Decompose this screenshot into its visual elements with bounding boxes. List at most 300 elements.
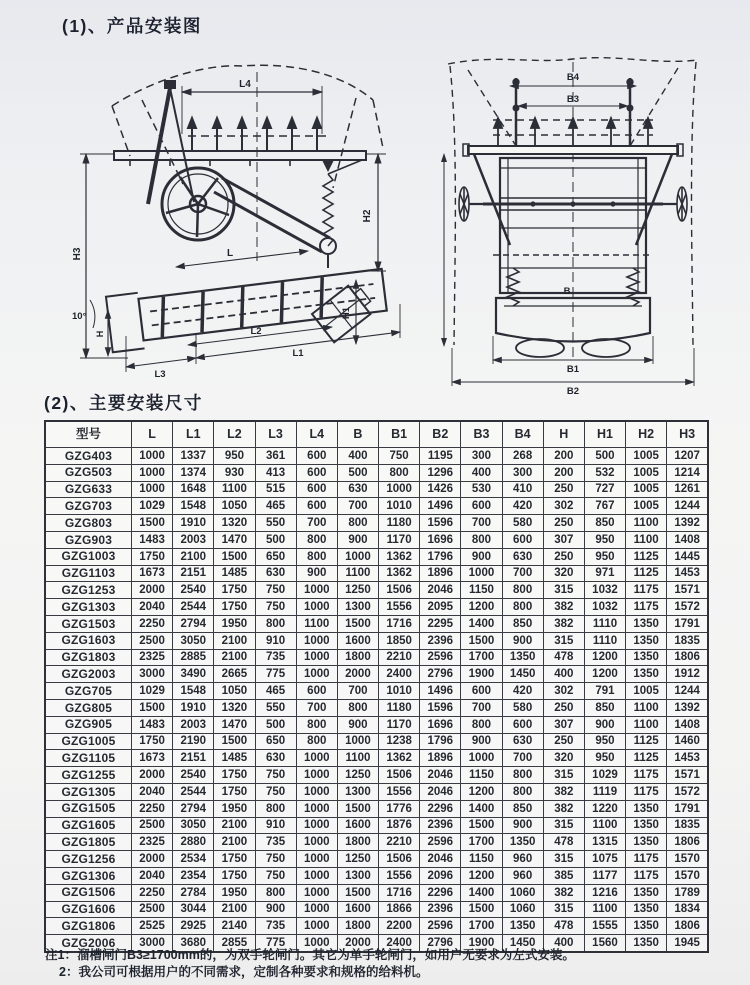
dimension-cell: 2544	[173, 783, 214, 800]
table-row	[45, 582, 708, 599]
dimension-cell: 1010	[379, 683, 420, 700]
dimension-cell: 800	[502, 582, 543, 599]
dim-h2	[362, 154, 386, 271]
dim-l2	[188, 326, 332, 345]
dimension-cell: 1453	[667, 565, 708, 582]
dimension-cell: 1572	[667, 599, 708, 616]
dimension-cell: 735	[255, 834, 296, 851]
dimension-cell: 1850	[379, 632, 420, 649]
dimension-cell: 302	[543, 683, 584, 700]
table-row	[45, 666, 708, 683]
dim-label-angle: 10°	[72, 311, 87, 322]
dimension-cell: 600	[461, 498, 502, 515]
column-header: H	[543, 421, 584, 448]
dimension-cell: 515	[255, 481, 296, 498]
dim-label-h3: H3	[72, 247, 83, 261]
dimension-cell: 1571	[667, 582, 708, 599]
dimension-cell: 1000	[296, 800, 337, 817]
dim-label-l3: L3	[154, 369, 166, 378]
dimension-cell: 1238	[379, 733, 420, 750]
dimension-cell: 302	[543, 498, 584, 515]
dimension-cell: 1216	[584, 884, 625, 901]
dimension-cell: 413	[255, 464, 296, 481]
dimension-cell: 1350	[626, 918, 667, 935]
dimension-cell: 1900	[461, 935, 502, 952]
dimension-cell: 735	[255, 918, 296, 935]
table-row	[45, 531, 708, 548]
dimension-cell: 1572	[667, 783, 708, 800]
dimension-cell: 2296	[420, 884, 461, 901]
dimension-cell: 971	[584, 565, 625, 582]
dimension-cell: 2794	[173, 800, 214, 817]
dimension-cell: 1496	[420, 683, 461, 700]
dimension-cell: 600	[502, 716, 543, 733]
dimension-cell: 500	[255, 531, 296, 548]
dimension-cell: 900	[461, 733, 502, 750]
dimension-cell: 1835	[667, 817, 708, 834]
table-row	[45, 448, 708, 465]
table-row	[45, 548, 708, 565]
dimension-cell: 382	[543, 599, 584, 616]
dimension-cell: 900	[337, 531, 378, 548]
model-cell: GZG403	[45, 448, 132, 465]
dimension-cell: 2000	[337, 666, 378, 683]
dimension-cell: 1548	[173, 683, 214, 700]
table-row	[45, 498, 708, 515]
dimension-cell: 1445	[667, 548, 708, 565]
dimension-cell: 1150	[461, 582, 502, 599]
dimension-cell: 1648	[173, 481, 214, 498]
dimension-cell: 1789	[667, 884, 708, 901]
dimension-cell: 1900	[461, 666, 502, 683]
section2-title: (2)、主要安装尺寸	[44, 393, 203, 413]
dimension-cell: 1200	[461, 599, 502, 616]
dimension-cell: 750	[255, 867, 296, 884]
dimension-cell: 2540	[173, 582, 214, 599]
dimension-cell: 1175	[626, 599, 667, 616]
dimension-cell: 1392	[667, 515, 708, 532]
column-header: H1	[584, 421, 625, 448]
dimension-cell: 361	[255, 448, 296, 465]
dimension-cell: 800	[296, 733, 337, 750]
dimension-cell: 1896	[420, 565, 461, 582]
dimension-cell: 2784	[173, 884, 214, 901]
dimension-cell: 775	[255, 935, 296, 952]
dimension-cell: 800	[337, 699, 378, 716]
dimension-cell: 1029	[132, 498, 173, 515]
dimension-cell: 750	[255, 582, 296, 599]
dimension-cell: 950	[584, 733, 625, 750]
dimension-cell: 2100	[214, 649, 255, 666]
dimension-cell: 1570	[667, 867, 708, 884]
dimension-cell: 250	[543, 733, 584, 750]
dim-label-b1: B1	[566, 364, 580, 375]
dimension-cell: 800	[502, 599, 543, 616]
dimension-cell: 410	[502, 481, 543, 498]
dimension-cell: 1000	[132, 481, 173, 498]
dimension-cell: 382	[543, 783, 584, 800]
column-header: 型号	[45, 421, 132, 448]
table-row	[45, 733, 708, 750]
dimension-cell: 1750	[214, 767, 255, 784]
model-cell: GZG1305	[45, 783, 132, 800]
dimension-cell: 2046	[420, 783, 461, 800]
dimension-cell: 850	[502, 615, 543, 632]
dimension-cell: 900	[502, 632, 543, 649]
dim-h	[95, 310, 108, 356]
dimension-cell: 1750	[132, 733, 173, 750]
column-header: H2	[626, 421, 667, 448]
dimension-cell: 2210	[379, 649, 420, 666]
dimension-cell: 2000	[337, 935, 378, 952]
dimension-cell: 650	[255, 733, 296, 750]
dimension-cell: 1200	[584, 649, 625, 666]
dimension-cell: 478	[543, 649, 584, 666]
dimension-cell: 1000	[296, 666, 337, 683]
dimension-cell: 3000	[132, 935, 173, 952]
dimension-cell: 2500	[132, 901, 173, 918]
dimension-cell: 3050	[173, 817, 214, 834]
dimension-cell: 1200	[461, 783, 502, 800]
dimension-cell: 1170	[379, 531, 420, 548]
dimension-cell: 1125	[626, 750, 667, 767]
dim-label-h1: H1	[341, 306, 352, 320]
dimension-cell: 1570	[667, 851, 708, 868]
model-cell: GZG1603	[45, 632, 132, 649]
dimension-cell: 1000	[296, 750, 337, 767]
table-row	[45, 817, 708, 834]
dimension-cell: 2040	[132, 599, 173, 616]
dimension-cell: 1350	[502, 918, 543, 935]
dimension-cell: 1244	[667, 683, 708, 700]
dimension-cell: 2040	[132, 783, 173, 800]
dimension-cell: 1200	[584, 666, 625, 683]
dimension-cell: 1600	[337, 901, 378, 918]
dimension-cell: 2396	[420, 632, 461, 649]
model-cell: GZG1253	[45, 582, 132, 599]
dimension-cell: 1500	[337, 884, 378, 901]
model-cell: GZG903	[45, 531, 132, 548]
dimension-cell: 3044	[173, 901, 214, 918]
dimension-cell: 2534	[173, 851, 214, 868]
dimension-cell: 1300	[337, 783, 378, 800]
dimension-cell: 1392	[667, 699, 708, 716]
dimension-cell: 1000	[296, 599, 337, 616]
dimension-cell: 1350	[626, 834, 667, 851]
dimension-cell: 2396	[420, 817, 461, 834]
model-cell: GZG1003	[45, 548, 132, 565]
dimension-cell: 1500	[461, 817, 502, 834]
dimension-cell: 1500	[337, 615, 378, 632]
dimension-cell: 700	[296, 515, 337, 532]
dimension-cell: 1000	[296, 867, 337, 884]
dim-label-b: B	[563, 286, 571, 297]
dimension-cell: 1673	[132, 565, 173, 582]
dimension-cell: 1896	[420, 750, 461, 767]
dimension-cell: 1000	[379, 481, 420, 498]
dimension-cell: 2046	[420, 851, 461, 868]
dimension-cell: 1315	[584, 834, 625, 851]
dimension-cell: 600	[502, 531, 543, 548]
dim-l3	[126, 358, 196, 378]
dimensions-table	[44, 420, 709, 953]
dimension-cell: 1000	[296, 834, 337, 851]
section1-title: (1)、产品安装图	[62, 16, 202, 36]
column-header: H3	[667, 421, 708, 448]
dimension-cell: 950	[584, 750, 625, 767]
dimension-cell: 1696	[420, 716, 461, 733]
dimension-cell: 1400	[461, 800, 502, 817]
dimension-cell: 1200	[461, 867, 502, 884]
dimension-cell: 2596	[420, 834, 461, 851]
dimension-cell: 791	[584, 683, 625, 700]
dimension-cell: 1470	[214, 716, 255, 733]
dimension-cell: 1261	[667, 481, 708, 498]
dimension-cell: 1500	[337, 800, 378, 817]
dimension-cell: 1180	[379, 699, 420, 716]
dimension-cell: 400	[337, 448, 378, 465]
dimension-cell: 630	[502, 548, 543, 565]
table-row	[45, 599, 708, 616]
dimension-cell: 1000	[296, 649, 337, 666]
dimension-cell: 900	[337, 716, 378, 733]
dimension-cell: 960	[502, 867, 543, 884]
dimension-cell: 320	[543, 750, 584, 767]
dimension-cell: 1000	[461, 565, 502, 582]
dimension-cell: 1506	[379, 582, 420, 599]
column-header: B4	[502, 421, 543, 448]
dimension-cell: 1175	[626, 582, 667, 599]
model-cell: GZG503	[45, 464, 132, 481]
dimension-cell: 1750	[214, 582, 255, 599]
dimension-cell: 1750	[214, 867, 255, 884]
dimension-cell: 800	[255, 800, 296, 817]
column-header: L2	[214, 421, 255, 448]
mounting-bolts	[494, 118, 652, 146]
dimension-cell: 530	[461, 481, 502, 498]
dimension-cell: 1029	[584, 767, 625, 784]
dimension-cell: 2000	[132, 582, 173, 599]
dimension-cell: 1175	[626, 783, 667, 800]
dimension-cell: 3490	[173, 666, 214, 683]
dimension-cell: 767	[584, 498, 625, 515]
dimension-cell: 930	[214, 464, 255, 481]
dimension-cell: 750	[379, 448, 420, 465]
column-header: L4	[296, 421, 337, 448]
dim-label-b3: B3	[566, 94, 580, 105]
dimension-cell: 400	[543, 935, 584, 952]
dimension-cell: 700	[337, 498, 378, 515]
dimension-cell: 1195	[420, 448, 461, 465]
table-row	[45, 851, 708, 868]
dimension-cell: 1500	[461, 632, 502, 649]
dimension-cell: 1000	[132, 464, 173, 481]
dimension-cell: 1716	[379, 884, 420, 901]
dimension-cell: 1100	[584, 901, 625, 918]
dimension-cell: 1005	[626, 448, 667, 465]
dimension-cell: 850	[502, 800, 543, 817]
dimension-cell: 2544	[173, 599, 214, 616]
dimension-cell: 1506	[379, 767, 420, 784]
dimension-cell: 2040	[132, 867, 173, 884]
dim-label-l1: L1	[292, 348, 304, 359]
dimension-cell: 1300	[337, 867, 378, 884]
dimension-cell: 1750	[214, 783, 255, 800]
hanger-spring	[322, 160, 362, 246]
dimension-cell: 385	[543, 867, 584, 884]
dimension-cell: 1791	[667, 615, 708, 632]
dim-b3	[518, 94, 628, 106]
dimension-cell: 1910	[173, 699, 214, 716]
dimension-cell: 910	[255, 632, 296, 649]
dimension-cell: 320	[543, 565, 584, 582]
dimension-cell: 2540	[173, 767, 214, 784]
dimension-cell: 2855	[214, 935, 255, 952]
dimension-cell: 700	[461, 515, 502, 532]
dimension-cell: 2500	[132, 632, 173, 649]
dimension-cell: 315	[543, 582, 584, 599]
dimension-cell: 1110	[584, 632, 625, 649]
dimension-cell: 2596	[420, 649, 461, 666]
dimension-cell: 1100	[337, 750, 378, 767]
dimension-cell: 735	[255, 649, 296, 666]
dimension-cell: 1750	[214, 851, 255, 868]
dimension-cell: 1125	[626, 548, 667, 565]
dimension-cell: 307	[543, 716, 584, 733]
dimension-cell: 1337	[173, 448, 214, 465]
dimension-cell: 1050	[214, 683, 255, 700]
dimension-cell: 1796	[420, 548, 461, 565]
dimension-cell: 1350	[626, 935, 667, 952]
dimension-cell: 1029	[132, 683, 173, 700]
dimension-cell: 950	[214, 448, 255, 465]
dimension-cell: 1060	[502, 901, 543, 918]
dimension-cell: 200	[543, 464, 584, 481]
table-row	[45, 464, 708, 481]
dimension-cell: 700	[502, 750, 543, 767]
dimension-cell: 1483	[132, 531, 173, 548]
dimension-cell: 1596	[420, 699, 461, 716]
dimension-cell: 1005	[626, 498, 667, 515]
dimension-cell: 1000	[296, 935, 337, 952]
table-row	[45, 515, 708, 532]
model-cell: GZG2003	[45, 666, 132, 683]
dimension-cell: 800	[502, 767, 543, 784]
table-row	[45, 565, 708, 582]
dimension-cell: 700	[337, 683, 378, 700]
model-cell: GZG1805	[45, 834, 132, 851]
dimension-cell: 1300	[337, 599, 378, 616]
note-1: 注1：溜槽闸门B3≥1700mm的，为双手轮闸门。其它为单手轮闸门，如用户无要求为左式安装。	[45, 948, 575, 962]
model-cell: GZG1606	[45, 901, 132, 918]
dimension-cell: 250	[543, 699, 584, 716]
column-header: B2	[420, 421, 461, 448]
dimension-cell: 2210	[379, 834, 420, 851]
handwheel-left	[459, 187, 500, 221]
dimension-cell: 1175	[626, 851, 667, 868]
dimension-cell: 600	[296, 448, 337, 465]
dimension-cell: 315	[543, 851, 584, 868]
dimension-cell: 1950	[214, 800, 255, 817]
dimension-cell: 1100	[584, 817, 625, 834]
table-row	[45, 615, 708, 632]
dimension-cell: 630	[255, 565, 296, 582]
dimension-cell: 1500	[214, 548, 255, 565]
dimension-cell: 630	[255, 750, 296, 767]
dimension-cell: 532	[584, 464, 625, 481]
dimension-cell: 1177	[584, 867, 625, 884]
table-row	[45, 901, 708, 918]
dimension-cell: 1374	[173, 464, 214, 481]
dimension-cell: 1350	[626, 800, 667, 817]
dimension-cell: 1350	[626, 649, 667, 666]
dimension-cell: 1000	[296, 783, 337, 800]
dimension-cell: 2151	[173, 565, 214, 582]
dimension-cell: 1296	[420, 464, 461, 481]
dimension-cell: 2100	[214, 901, 255, 918]
dimension-cell: 1119	[584, 783, 625, 800]
dimension-cell: 1485	[214, 750, 255, 767]
dimension-cell: 750	[255, 767, 296, 784]
top-rail	[463, 144, 683, 156]
dimension-cell: 2095	[420, 599, 461, 616]
model-cell: GZG1506	[45, 884, 132, 901]
dimension-cell: 1910	[173, 515, 214, 532]
dimension-cell: 1945	[667, 935, 708, 952]
dimension-cell: 382	[543, 884, 584, 901]
dimension-cell: 1866	[379, 901, 420, 918]
dim-label-l4: L4	[239, 79, 251, 90]
dimension-cell: 1485	[214, 565, 255, 582]
dimension-cell: 800	[461, 716, 502, 733]
dim-label-h2: H2	[362, 209, 373, 223]
dimension-cell: 1950	[214, 884, 255, 901]
dimension-cell: 382	[543, 800, 584, 817]
dimension-cell: 1500	[132, 515, 173, 532]
dimension-cell: 1450	[502, 666, 543, 683]
dimension-cell: 1776	[379, 800, 420, 817]
dimension-cell: 900	[461, 548, 502, 565]
dimension-cell: 1100	[626, 699, 667, 716]
model-cell: GZG1505	[45, 800, 132, 817]
dimension-cell: 250	[543, 515, 584, 532]
dimension-cell: 315	[543, 901, 584, 918]
column-header: L1	[173, 421, 214, 448]
dimension-cell: 1170	[379, 716, 420, 733]
dimension-cell: 1362	[379, 548, 420, 565]
dimension-cell: 2100	[214, 817, 255, 834]
dimension-cell: 1100	[626, 716, 667, 733]
dimension-cell: 382	[543, 615, 584, 632]
dimension-cell: 1050	[214, 498, 255, 515]
dimension-cell: 1496	[420, 498, 461, 515]
dimension-cell: 950	[584, 531, 625, 548]
dimension-cell: 850	[584, 515, 625, 532]
dimension-cell: 900	[255, 901, 296, 918]
dimension-cell: 600	[296, 481, 337, 498]
model-cell: GZG803	[45, 515, 132, 532]
column-header: B3	[461, 421, 502, 448]
dimension-cell: 1453	[667, 750, 708, 767]
dimension-cell: 2354	[173, 867, 214, 884]
dim-l	[176, 248, 308, 267]
dimension-cell: 478	[543, 834, 584, 851]
dimension-cell: 250	[543, 548, 584, 565]
dimension-cell: 2250	[132, 615, 173, 632]
dimension-cell: 550	[255, 699, 296, 716]
dimension-cell: 600	[461, 683, 502, 700]
dimension-cell: 1075	[584, 851, 625, 868]
